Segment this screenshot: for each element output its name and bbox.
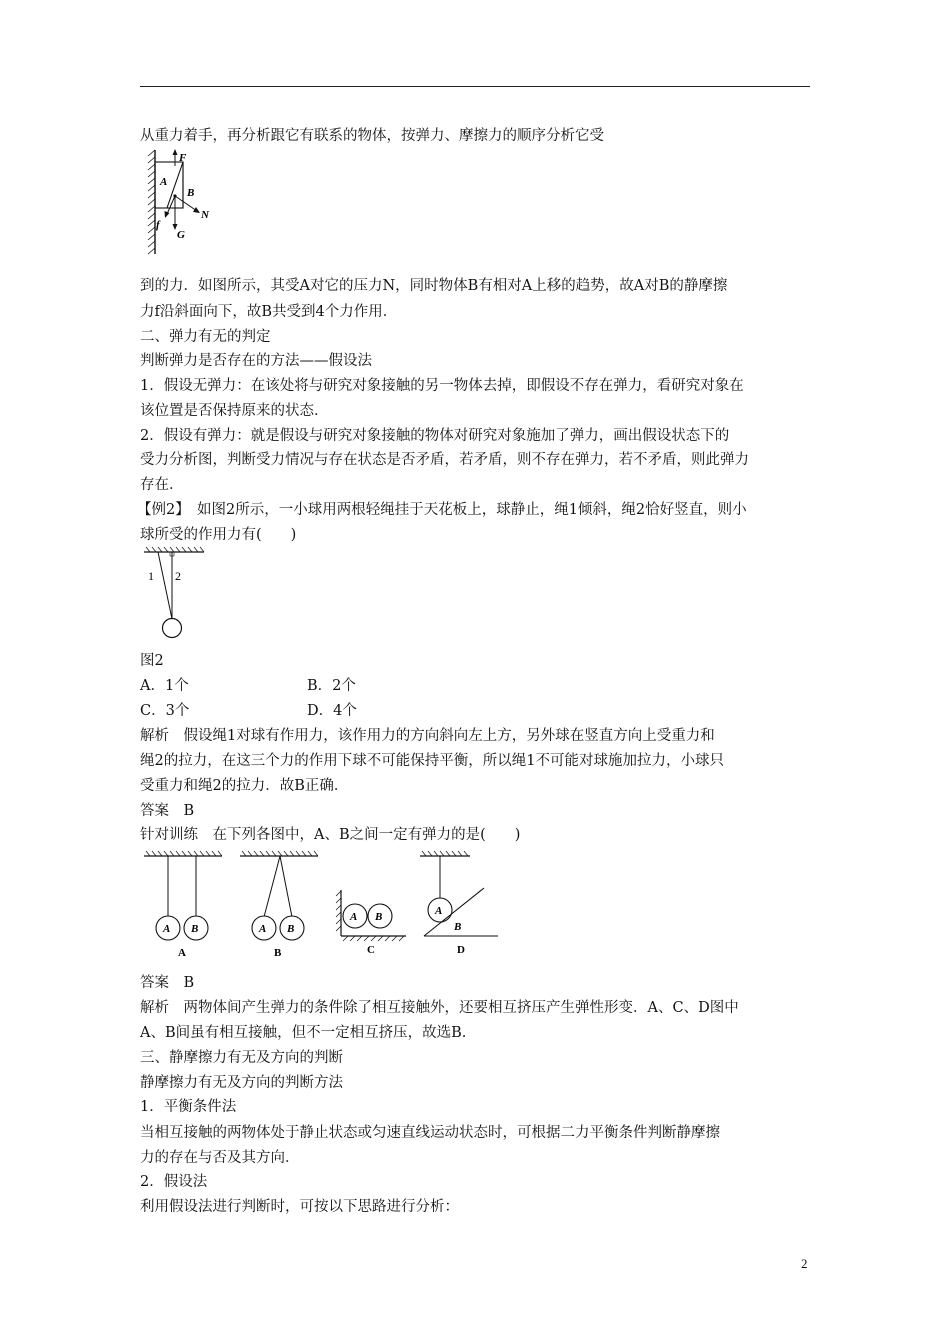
text-line: 1．假设无弹力：在该处将与研究对象接触的另一物体去掉，即假设不存在弹力，看研究对象在 [140, 378, 744, 394]
text-line: 该位置是否保持原来的状态． [140, 403, 329, 419]
analysis-line: 解析 两物体间产生弹力的条件除了相互接触外，还要相互挤压产生弹性形变．A、C、D图中 [140, 1000, 739, 1016]
text-line: 判断弹力是否存在的方法——假设法 [140, 353, 372, 369]
section-heading: 二、弹力有无的判定 [140, 329, 271, 345]
text-line: 力f沿斜面向下，故B共受到4个力作用． [140, 304, 398, 320]
fig1-label-f: f [156, 219, 160, 231]
analysis-line: 解析 假设绳1对球有作用力，该作用力的方向斜向左上方，另外球在竖直方向上受重力和 [140, 728, 715, 744]
text-line: 从重力着手，再分析跟它有联系的物体，按弹力、摩擦力的顺序分析它受 [140, 128, 604, 144]
text-line: 利用假设法进行判断时，可按以下思路进行分析： [140, 1199, 459, 1215]
fig3-b-ball-A: A [259, 923, 267, 935]
fig3-c-ball-A: A [350, 911, 358, 923]
text-line: 力的存在与否及其方向． [140, 1150, 300, 1166]
rope-2-label: 2 [175, 569, 181, 583]
figure-2-ball-two-ropes [142, 547, 212, 639]
fig3-a-ball-A: A [163, 923, 171, 935]
answer-line: 答案 B [140, 975, 195, 991]
fig1-label-B: B [187, 187, 195, 199]
text-line: 1．平衡条件法 [140, 1099, 237, 1115]
text-line: 受力分析图，判断受力情况与存在状态是否矛盾，若矛盾，则不存在弹力，若不矛盾，则此弹力 [140, 452, 749, 468]
fig3-b-ball-B: B [287, 923, 295, 935]
header-rule [140, 86, 810, 87]
figure-caption: 图2 [140, 653, 164, 669]
fig3-caption-C: C [367, 944, 375, 956]
text-line: 2．假设法 [140, 1174, 208, 1190]
figure-training-four-cases [140, 848, 505, 963]
text-line: 存在． [140, 477, 184, 493]
answer-line: 答案 B [140, 803, 195, 819]
exercise-line: 针对训练 在下列各图中，A、B之间一定有弹力的是( ) [140, 827, 521, 843]
option-d: D．4个 [307, 703, 357, 719]
fig3-d-ball-A: A [435, 905, 443, 917]
example-line: 【例2】 如图2所示，一小球用两根轻绳挂于天花板上，球静止，绳1倾斜，绳2恰好竖直，则小 [137, 502, 747, 518]
option-c: C．3个 [140, 703, 190, 719]
analysis-line: 绳2的拉力，在这三个力的作用下球不可能保持平衡，所以绳1不可能对球施加拉力，小球只 [140, 753, 724, 769]
fig1-label-A: A [160, 176, 168, 188]
fig3-a-ball-B: B [191, 923, 199, 935]
text-line: 到的力．如图所示，其受A对它的压力N，同时物体B有相对A上移的趋势，故A对B的静摩擦 [140, 278, 728, 294]
rope-1-label: 1 [148, 569, 154, 583]
analysis-line: 受重力和绳2的拉力．故B正确． [140, 778, 349, 794]
force-diagram-wall-blocks [145, 146, 220, 246]
fig1-label-G: G [177, 229, 185, 241]
text-line: 球所受的作用力有( ) [140, 527, 297, 543]
text-line: 2．假设有弹力：就是假设与研究对象接触的物体对研究对象施加了弹力，画出假设状态下的 [140, 428, 730, 444]
fig3-caption-D: D [457, 944, 465, 956]
fig3-c-ball-B: B [375, 911, 383, 923]
fig1-label-F: F [179, 152, 187, 164]
section-heading: 三、静摩擦力有无及方向的判断 [140, 1050, 343, 1066]
page-number: 2 [801, 1256, 808, 1271]
fig3-caption-A: A [178, 947, 186, 959]
analysis-line: A、B间虽有相互接触，但不一定相互挤压，故选B. [140, 1025, 467, 1041]
text-line: 当相互接触的两物体处于静止状态或匀速直线运动状态时，可根据二力平衡条件判断静摩擦 [140, 1125, 720, 1141]
fig3-caption-B: B [274, 947, 282, 959]
fig1-label-N: N [201, 209, 209, 221]
option-b: B．2个 [307, 678, 356, 694]
text-line: 静摩擦力有无及方向的判断方法 [140, 1075, 343, 1091]
fig3-d-wedge-B: B [454, 921, 462, 933]
option-a: A．1个 [140, 678, 189, 694]
